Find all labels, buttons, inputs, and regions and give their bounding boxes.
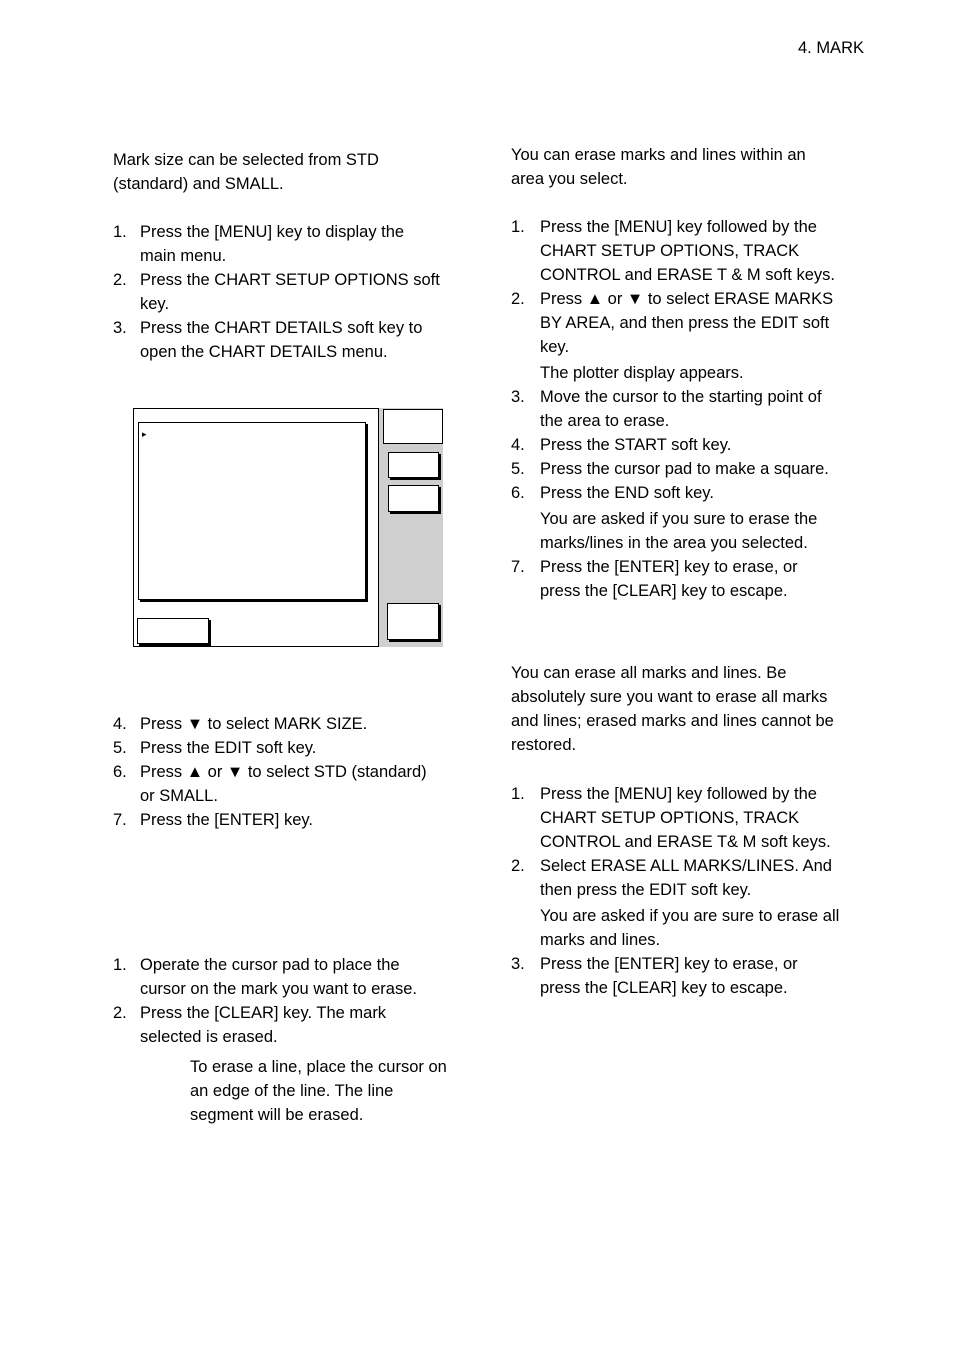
list-item bbox=[511, 287, 871, 359]
list-item bbox=[113, 712, 473, 736]
erase-mark-steps bbox=[113, 953, 483, 1049]
text-line: key. bbox=[540, 338, 570, 356]
text-line: and lines; erased marks and lines cannot be bbox=[511, 712, 834, 730]
text-line: CONTROL and ERASE T& M soft keys. bbox=[540, 833, 831, 851]
soft-key-2 bbox=[388, 452, 439, 478]
text-line: main menu. bbox=[140, 247, 227, 265]
list-item bbox=[113, 268, 473, 316]
text-line: Press ▲ or ▼ to select ERASE MARKS bbox=[540, 290, 834, 308]
chapter-header: 4. MARK bbox=[797, 39, 864, 57]
list-item bbox=[113, 316, 473, 364]
step-number: 1. bbox=[113, 956, 127, 974]
list-item bbox=[511, 215, 871, 287]
list-item bbox=[511, 385, 871, 433]
text-line: press the [CLEAR] key to escape. bbox=[540, 582, 788, 600]
text-line: segment will be erased. bbox=[190, 1106, 364, 1124]
list-item bbox=[511, 782, 871, 854]
soft-key-4 bbox=[387, 603, 439, 640]
erase-line-note bbox=[190, 1055, 447, 1127]
text-line: Press the [ENTER] key to erase, or bbox=[540, 955, 798, 973]
text-line: Press ▼ to select MARK SIZE. bbox=[140, 715, 368, 733]
text-line: You are asked if you sure to erase the bbox=[540, 510, 818, 528]
text-line: press the [CLEAR] key to escape. bbox=[540, 979, 788, 997]
soft-key-panel bbox=[378, 408, 443, 647]
list-item bbox=[113, 220, 473, 268]
list-item bbox=[113, 760, 473, 808]
list-note bbox=[511, 361, 871, 385]
step-number: 7. bbox=[511, 558, 525, 576]
step-number: 2. bbox=[511, 857, 525, 875]
text-line: Press the cursor pad to make a square. bbox=[540, 460, 829, 478]
text-line: Press the START soft key. bbox=[540, 436, 732, 454]
text-line: marks/lines in the area you selected. bbox=[540, 534, 808, 552]
erase-area-intro bbox=[511, 143, 806, 191]
mark-size-steps-b bbox=[113, 712, 473, 832]
text-line: Operate the cursor pad to place the bbox=[140, 956, 400, 974]
step-number: 2. bbox=[511, 290, 525, 308]
step-number: 1. bbox=[511, 218, 525, 236]
text-line: or SMALL. bbox=[140, 787, 218, 805]
text-line: The plotter display appears. bbox=[540, 364, 744, 382]
list-item bbox=[511, 555, 871, 603]
list-item bbox=[113, 1001, 483, 1049]
step-number: 4. bbox=[113, 715, 127, 733]
text-line: Mark size can be selected from STD bbox=[113, 151, 379, 169]
text-line: Press the CHART DETAILS soft key to bbox=[140, 319, 423, 337]
soft-key-1 bbox=[383, 409, 443, 444]
text-line: absolutely sure you want to erase all marks bbox=[511, 688, 828, 706]
step-number: 6. bbox=[511, 484, 525, 502]
text-line: Press ▲ or ▼ to select STD (standard) bbox=[140, 763, 427, 781]
text-line: area you select. bbox=[511, 170, 628, 188]
step-number: 3. bbox=[113, 319, 127, 337]
mark-size-steps-a bbox=[113, 220, 473, 364]
text-line: selected is erased. bbox=[140, 1028, 278, 1046]
text-line: marks and lines. bbox=[540, 931, 661, 949]
step-number: 4. bbox=[511, 436, 525, 454]
list-note bbox=[511, 904, 871, 952]
list-item bbox=[113, 736, 473, 760]
list-item bbox=[511, 952, 871, 1000]
text-line: Press the EDIT soft key. bbox=[140, 739, 317, 757]
text-line: Press the CHART SETUP OPTIONS soft bbox=[140, 271, 440, 289]
step-number: 3. bbox=[511, 388, 525, 406]
text-line: Press the [MENU] key followed by the bbox=[540, 218, 817, 236]
step-number: 3. bbox=[511, 955, 525, 973]
text-line: Move the cursor to the starting point of bbox=[540, 388, 822, 406]
text-line: open the CHART DETAILS menu. bbox=[140, 343, 388, 361]
text-line: then press the EDIT soft key. bbox=[540, 881, 752, 899]
step-number: 5. bbox=[511, 460, 525, 478]
mark-size-intro bbox=[113, 148, 379, 196]
text-line: BY AREA, and then press the EDIT soft bbox=[540, 314, 830, 332]
step-number: 1. bbox=[113, 223, 127, 241]
erase-all-steps bbox=[511, 782, 871, 1000]
text-line: CHART SETUP OPTIONS, TRACK bbox=[540, 242, 800, 260]
step-number: 7. bbox=[113, 811, 127, 829]
text-line: Press the [MENU] key followed by the bbox=[540, 785, 817, 803]
list-item bbox=[511, 457, 871, 481]
text-line: You are asked if you are sure to erase all bbox=[540, 907, 840, 925]
text-line: restored. bbox=[511, 736, 577, 754]
text-line: key. bbox=[140, 295, 170, 313]
step-number: 5. bbox=[113, 739, 127, 757]
list-item bbox=[113, 953, 483, 1001]
chart-details-menu-box bbox=[138, 422, 366, 600]
bottom-soft-key bbox=[137, 618, 209, 644]
text-line: CONTROL and ERASE T & M soft keys. bbox=[540, 266, 835, 284]
text-line: Press the [ENTER] key to erase, or bbox=[540, 558, 798, 576]
erase-all-intro bbox=[511, 661, 834, 757]
text-line: You can erase marks and lines within an bbox=[511, 146, 806, 164]
text-line: Select ERASE ALL MARKS/LINES. And bbox=[540, 857, 832, 875]
list-note bbox=[511, 507, 871, 555]
list-item bbox=[113, 808, 473, 832]
cursor-arrow-icon: ▸ bbox=[142, 429, 147, 439]
text-line: Press the [MENU] key to display the bbox=[140, 223, 405, 241]
step-number: 6. bbox=[113, 763, 127, 781]
list-item bbox=[511, 481, 871, 505]
step-number: 2. bbox=[113, 271, 127, 289]
step-number: 2. bbox=[113, 1004, 127, 1022]
step-number: 1. bbox=[511, 785, 525, 803]
text-line: the area to erase. bbox=[540, 412, 670, 430]
soft-key-3 bbox=[388, 485, 439, 512]
list-item bbox=[511, 854, 871, 902]
erase-area-steps bbox=[511, 215, 871, 603]
chart-details-screen-illustration bbox=[133, 408, 442, 647]
text-line: (standard) and SMALL. bbox=[113, 175, 284, 193]
text-line: cursor on the mark you want to erase. bbox=[140, 980, 417, 998]
text-line: CHART SETUP OPTIONS, TRACK bbox=[540, 809, 800, 827]
text-line: You can erase all marks and lines. Be bbox=[511, 664, 787, 682]
text-line: Press the [CLEAR] key. The mark bbox=[140, 1004, 387, 1022]
list-item bbox=[511, 433, 871, 457]
text-line: Press the END soft key. bbox=[540, 484, 714, 502]
text-line: To erase a line, place the cursor on bbox=[190, 1058, 447, 1076]
text-line: Press the [ENTER] key. bbox=[140, 811, 313, 829]
text-line: an edge of the line. The line bbox=[190, 1082, 394, 1100]
